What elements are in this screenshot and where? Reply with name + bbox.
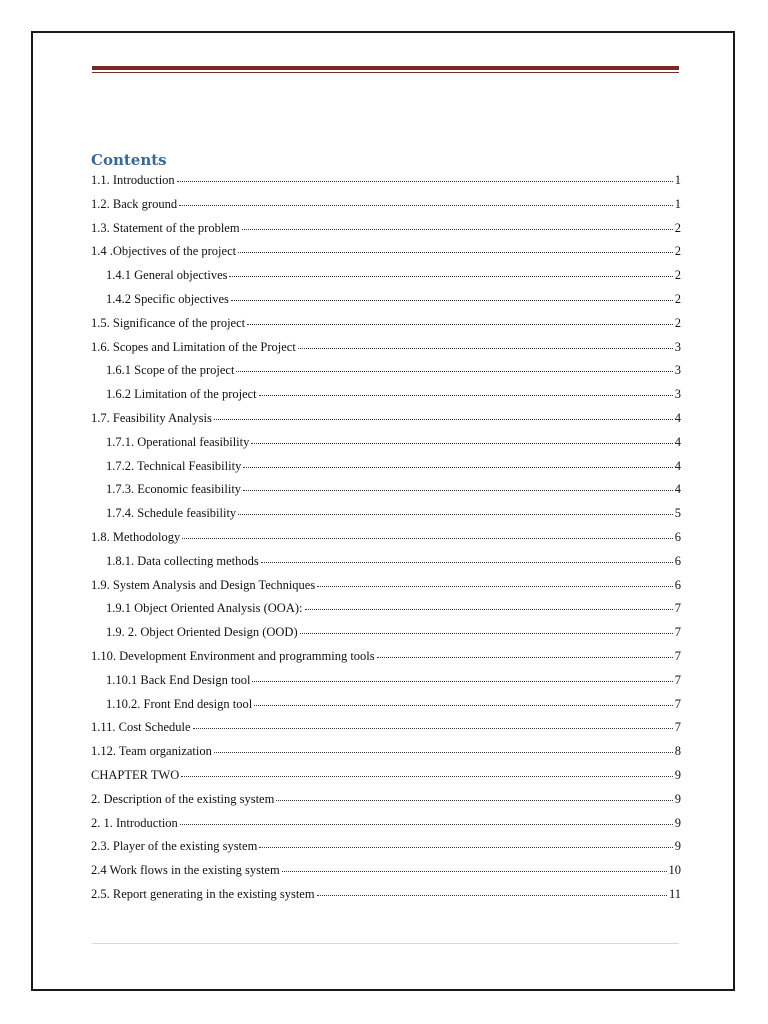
- toc-list: [91, 173, 681, 911]
- toc-entry[interactable]: [91, 697, 681, 721]
- toc-entry-page-number: 9: [674, 839, 681, 854]
- toc-entry-label: 1.12. Team organization: [91, 744, 212, 759]
- toc-entry-label: 2. Description of the existing system: [91, 791, 275, 806]
- toc-entry[interactable]: [91, 839, 681, 863]
- toc-entry-page-number: 4: [674, 482, 681, 497]
- toc-entry-page-number: 3: [674, 387, 681, 402]
- header-rule-secondary: [92, 72, 679, 73]
- toc-entry[interactable]: [91, 887, 681, 911]
- toc-dot-leader: [214, 752, 673, 753]
- toc-entry-page-number: 7: [674, 672, 681, 687]
- toc-entry-label: 1.1. Introduction: [91, 173, 175, 187]
- toc-entry[interactable]: [91, 673, 681, 697]
- toc-entry[interactable]: [91, 363, 681, 387]
- toc-dot-leader: [214, 419, 673, 420]
- toc-entry-page-number: 3: [674, 339, 681, 354]
- toc-dot-leader: [238, 252, 673, 253]
- toc-entry-label: 1.7.4. Schedule feasibility: [106, 506, 237, 521]
- toc-entry-page-number: 4: [674, 410, 681, 425]
- toc-dot-leader: [259, 395, 673, 396]
- toc-entry-label: 1.9. System Analysis and Design Techniques: [91, 577, 316, 592]
- toc-entry-label: 1.10. Development Environment and programming tools: [91, 648, 375, 663]
- toc-entry-page-number: 6: [674, 553, 681, 568]
- toc-entry[interactable]: [91, 459, 681, 483]
- toc-entry[interactable]: [91, 720, 681, 744]
- toc-entry[interactable]: [91, 482, 681, 506]
- toc-entry[interactable]: [91, 435, 681, 459]
- toc-entry-label: 2.5. Report generating in the existing system: [91, 886, 315, 901]
- toc-entry-label: 1.10.2. Front End design tool: [106, 696, 253, 711]
- toc-entry-label: 2.3. Player of the existing system: [91, 839, 258, 854]
- toc-dot-leader: [305, 609, 673, 610]
- toc-entry-page-number: 2: [674, 268, 681, 283]
- toc-dot-leader: [182, 538, 673, 539]
- header-rule: [92, 66, 679, 70]
- toc-entry[interactable]: [91, 649, 681, 673]
- toc-entry-page-number: 7: [674, 625, 681, 640]
- toc-dot-leader: [298, 348, 673, 349]
- toc-entry-label: 1.7.2. Technical Feasibility: [106, 458, 242, 473]
- toc-dot-leader: [243, 490, 673, 491]
- toc-entry-page-number: 2: [674, 244, 681, 259]
- document-page: [31, 31, 735, 991]
- toc-dot-leader: [252, 681, 672, 682]
- toc-entry-label: 1.9. 2. Object Oriented Design (OOD): [106, 625, 298, 640]
- toc-entry-page-number: 1: [674, 173, 681, 187]
- toc-entry-page-number: 4: [674, 458, 681, 473]
- toc-entry-label: 1.4.1 General objectives: [106, 268, 228, 283]
- toc-dot-leader: [377, 657, 673, 658]
- toc-entry-label: 1.3. Statement of the problem: [91, 220, 240, 235]
- toc-entry[interactable]: [91, 506, 681, 530]
- toc-entry-page-number: 6: [674, 577, 681, 592]
- toc-entry[interactable]: [91, 268, 681, 292]
- toc-dot-leader: [231, 300, 673, 301]
- toc-entry[interactable]: [91, 863, 681, 887]
- toc-entry-page-number: 9: [674, 815, 681, 830]
- toc-entry[interactable]: [91, 244, 681, 268]
- toc-dot-leader: [276, 800, 672, 801]
- toc-entry[interactable]: [91, 197, 681, 221]
- toc-entry[interactable]: [91, 601, 681, 625]
- toc-entry-label: 2. 1. Introduction: [91, 815, 178, 830]
- toc-entry-page-number: 2: [674, 315, 681, 330]
- toc-dot-leader: [181, 776, 672, 777]
- toc-entry-page-number: 1: [674, 196, 681, 211]
- toc-dot-leader: [300, 633, 673, 634]
- toc-entry-page-number: 3: [674, 363, 681, 378]
- toc-entry[interactable]: [91, 792, 681, 816]
- toc-entry-label: 1.2. Back ground: [91, 196, 178, 211]
- toc-entry-label: 1.8. Methodology: [91, 529, 181, 544]
- toc-entry-label: 1.11. Cost Schedule: [91, 720, 191, 735]
- toc-dot-leader: [254, 705, 673, 706]
- toc-entry-page-number: 7: [674, 648, 681, 663]
- toc-entry[interactable]: [91, 816, 681, 840]
- toc-dot-leader: [242, 229, 673, 230]
- toc-dot-leader: [177, 181, 673, 182]
- toc-entry-page-number: 2: [674, 220, 681, 235]
- toc-entry-label: CHAPTER TWO: [91, 767, 180, 782]
- toc-entry-label: 1.7.3. Economic feasibility: [106, 482, 242, 497]
- toc-entry-label: 1.4.2 Specific objectives: [106, 291, 229, 306]
- toc-entry-page-number: 4: [674, 434, 681, 449]
- toc-dot-leader: [193, 728, 673, 729]
- toc-entry[interactable]: [91, 578, 681, 602]
- toc-entry[interactable]: [91, 316, 681, 340]
- footer-rule: [92, 943, 679, 944]
- toc-entry-page-number: 2: [674, 291, 681, 306]
- toc-entry-label: 1.10.1 Back End Design tool: [106, 672, 251, 687]
- toc-entry-label: 1.6. Scopes and Limitation of the Project: [91, 339, 296, 354]
- toc-entry-page-number: 10: [668, 863, 681, 878]
- toc-entry-label: 1.5. Significance of the project: [91, 315, 246, 330]
- toc-entry-page-number: 7: [674, 696, 681, 711]
- toc-entry[interactable]: [91, 221, 681, 245]
- toc-entry-page-number: 6: [674, 529, 681, 544]
- toc-title: Contents: [91, 151, 167, 169]
- toc-entry[interactable]: [91, 411, 681, 435]
- toc-entry-label: 2.4 Work flows in the existing system: [91, 863, 280, 878]
- toc-entry-page-number: 7: [674, 601, 681, 616]
- toc-dot-leader: [251, 443, 672, 444]
- toc-entry-page-number: 9: [674, 767, 681, 782]
- toc-entry[interactable]: [91, 625, 681, 649]
- toc-entry[interactable]: [91, 554, 681, 578]
- toc-entry-page-number: 7: [674, 720, 681, 735]
- toc-dot-leader: [282, 871, 667, 872]
- toc-dot-leader: [247, 324, 673, 325]
- toc-entry[interactable]: [91, 530, 681, 554]
- toc-entry[interactable]: [91, 340, 681, 364]
- toc-entry-page-number: 9: [674, 791, 681, 806]
- toc-entry[interactable]: [91, 744, 681, 768]
- toc-dot-leader: [179, 205, 673, 206]
- toc-entry-page-number: 8: [674, 744, 681, 759]
- toc-entry-label: 1.6.1 Scope of the project: [106, 363, 235, 378]
- toc-dot-leader: [229, 276, 672, 277]
- toc-dot-leader: [317, 895, 667, 896]
- toc-entry-label: 1.8.1. Data collecting methods: [106, 553, 259, 568]
- toc-entry[interactable]: [91, 173, 681, 197]
- toc-dot-leader: [259, 847, 672, 848]
- toc-entry-label: 1.6.2 Limitation of the project: [106, 387, 257, 402]
- toc-entry-label: 1.7. Feasibility Analysis: [91, 410, 212, 425]
- toc-dot-leader: [261, 562, 673, 563]
- toc-entry[interactable]: [91, 768, 681, 792]
- toc-entry-page-number: 11: [668, 886, 681, 901]
- toc-dot-leader: [317, 586, 673, 587]
- toc-entry-label: 1.4 .Objectives of the project: [91, 244, 237, 259]
- toc-dot-leader: [236, 371, 672, 372]
- toc-entry-page-number: 5: [674, 506, 681, 521]
- toc-entry-label: 1.9.1 Object Oriented Analysis (OOA):: [106, 601, 303, 616]
- toc-dot-leader: [238, 514, 673, 515]
- toc-dot-leader: [243, 467, 672, 468]
- toc-entry-label: 1.7.1. Operational feasibility: [106, 434, 250, 449]
- toc-entry[interactable]: [91, 292, 681, 316]
- toc-dot-leader: [180, 824, 673, 825]
- toc-entry[interactable]: [91, 387, 681, 411]
